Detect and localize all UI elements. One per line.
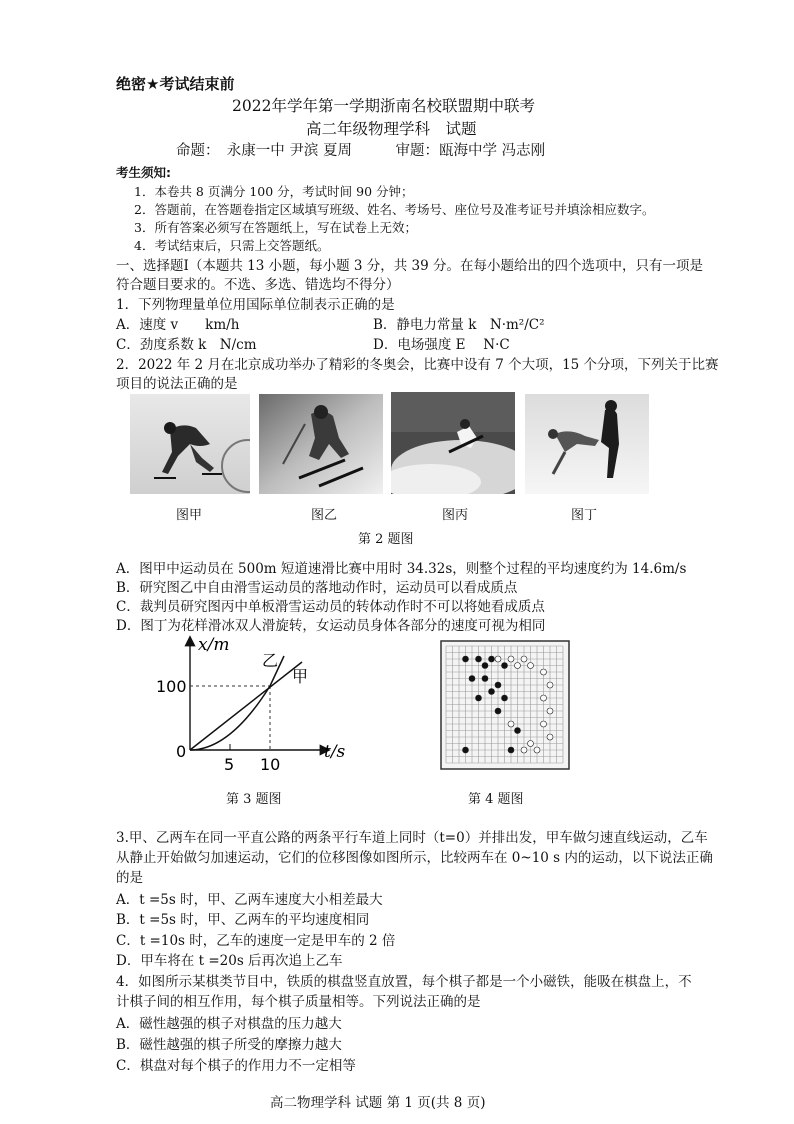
q3-stem-cont: 的是 [116, 870, 143, 886]
origin-label: 0 [176, 742, 187, 761]
snowboarder-photo [391, 392, 515, 494]
figure-caption: 第 2 题图 [358, 532, 414, 547]
y-axis-label: x/m [198, 635, 230, 655]
freestyle-skier-photo [259, 394, 383, 494]
figure-label-yi: 图乙 [311, 508, 338, 523]
white-stone [547, 682, 553, 688]
white-stone [547, 734, 553, 740]
black-stone [469, 676, 475, 682]
black-stone [463, 747, 469, 753]
figure-label-bing: 图丙 [442, 508, 469, 523]
exam-title: 2022年学年第一学期浙南名校联盟期中联考 [232, 97, 535, 115]
exam-subtitle: 高二年级物理学科 试题 [306, 120, 477, 138]
black-stone [502, 663, 508, 669]
q4-option-b: B．磁性越强的棋子所受的摩擦力越大 [116, 1037, 342, 1053]
white-stone [521, 747, 527, 753]
black-stone [495, 682, 501, 688]
white-stone [534, 747, 540, 753]
line-jia-label: 甲 [292, 667, 309, 686]
q1-option-a: A．速度 v km/h [116, 317, 240, 333]
notice-heading: 考生须知: [116, 165, 171, 180]
black-stone [489, 656, 495, 662]
white-stone [541, 721, 547, 727]
line-jia [190, 662, 302, 750]
confidential-mark: 绝密★考试结束前 [116, 75, 235, 93]
notice-item: 1．本卷共 8 页满分 100 分，考试时间 90 分钟； [134, 184, 414, 199]
white-stone [521, 656, 527, 662]
q2-option-c: C．裁判员研究图丙中单板滑雪运动员的转体动作时不可以将她看成质点 [116, 599, 545, 615]
section-heading: 一、选择题Ⅰ（本题共 13 小题，每小题 3 分，共 39 分。在每小题给出的四个选项中，只有一项是 [116, 258, 704, 274]
figure-label-ding: 图丁 [571, 508, 598, 523]
q2-option-d: D．图丁为花样滑冰双人滑旋转，女运动员身体各部分的速度可视为相同 [116, 618, 546, 634]
black-stone [482, 676, 488, 682]
speed-skater-photo [130, 394, 250, 494]
black-stone [463, 656, 469, 662]
q4-option-a: A．磁性越强的棋子对棋盘的压力越大 [116, 1016, 342, 1032]
white-stone [495, 656, 501, 662]
q1-option-c: C．劲度系数 k N/cm [116, 337, 257, 353]
q1-option-d: D．电场强度 E N·C [373, 337, 510, 353]
black-stone [495, 708, 501, 714]
q2-stem-cont: 项目的说法正确的是 [116, 376, 238, 392]
white-stone [528, 663, 534, 669]
fig3-caption: 第 3 题图 [226, 792, 282, 807]
white-stone [515, 663, 521, 669]
y-tick-label: 100 [156, 677, 187, 696]
section-heading-cont: 符合题目要求的。不选、多选、错选均不得分） [116, 277, 400, 293]
q4-option-c: C．棋盘对每个棋子的作用力不一定相等 [116, 1058, 356, 1074]
fig4-caption: 第 4 题图 [468, 792, 524, 807]
q4-stem-cont: 计棋子间的相互作用，每个棋子质量相等。下列说法正确的是 [116, 994, 481, 1010]
black-stone [508, 747, 514, 753]
q3-stem: 3.甲、乙两车在同一平直公路的两条平行车道上同时（t=0）并排出发，甲车做匀速直线运动，乙车 [116, 830, 708, 846]
white-stone [508, 656, 514, 662]
q3-option-d: D．甲车将在 t =20s 后再次追上乙车 [116, 953, 343, 969]
q4-stem: 4．如图所示某棋类节目中，铁质的棋盘竖直放置，每个棋子都是一个小磁铁，能吸在棋盘上，不 [116, 974, 692, 990]
white-stone [547, 708, 553, 714]
black-stone [482, 663, 488, 669]
authors-line: 命题： 永康一中 尹滨 夏周 审题：瓯海中学 冯志刚 [176, 143, 546, 159]
notice-item: 3．所有答案必须写在答题纸上，写在试卷上无效； [134, 220, 417, 235]
q3-option-c: C．t =10s 时，乙车的速度一定是甲车的 2 倍 [116, 933, 396, 949]
white-stone [528, 741, 534, 747]
q3-option-b: B．t =5s 时，甲、乙两车的平均速度相同 [116, 912, 370, 928]
q1-option-b: B．静电力常量 k N·m²/C² [373, 317, 545, 333]
q2-option-b: B．研究图乙中自由滑雪运动员的落地动作时，运动员可以看成质点 [116, 580, 518, 596]
notice-item: 4．考试结束后，只需上交答题纸。 [134, 238, 330, 253]
white-stone [508, 721, 514, 727]
q2-stem: 2．2022 年 2 月在北京成功举办了精彩的冬奥会，比赛中设有 7 个大项，15 个分项，下列关于比赛 [116, 357, 719, 373]
go-board [440, 640, 570, 770]
q3-stem-cont: 从静止开始做匀加速运动，它们的位移图像如图所示，比较两车在 0~10 s 内的运动，以下说法正确 [116, 850, 713, 866]
q1-stem: 1．下列物理量单位用国际单位制表示正确的是 [116, 297, 395, 313]
page-footer: 高二物理学科 试题 第 1 页(共 8 页) [270, 1095, 486, 1111]
x-tick-label: 10 [260, 755, 281, 774]
x-tick-label: 5 [224, 755, 235, 774]
notice-item: 2．答题前，在答题卷指定区域填写班级、姓名、考场号、座位号及准考证号并填涂相应数字。 [134, 202, 655, 217]
black-stone [476, 656, 482, 662]
q3-option-a: A．t =5s 时，甲、乙两车速度大小相差最大 [116, 892, 383, 908]
black-stone [515, 728, 521, 734]
black-stone [476, 695, 482, 701]
white-stone [541, 695, 547, 701]
black-stone [489, 689, 495, 695]
black-stone [502, 695, 508, 701]
white-stone [541, 669, 547, 675]
figure-label-jia: 图甲 [176, 508, 203, 523]
q2-option-a: A．图甲中运动员在 500m 短道速滑比赛中用时 34.32s，则整个过程的平均速度约为 14.6m/s [116, 561, 687, 577]
xt-graph [150, 630, 360, 778]
figure-skating-photo [525, 394, 649, 494]
x-axis-label: t/s [324, 742, 346, 762]
curve-yi-label: 乙 [262, 651, 279, 670]
